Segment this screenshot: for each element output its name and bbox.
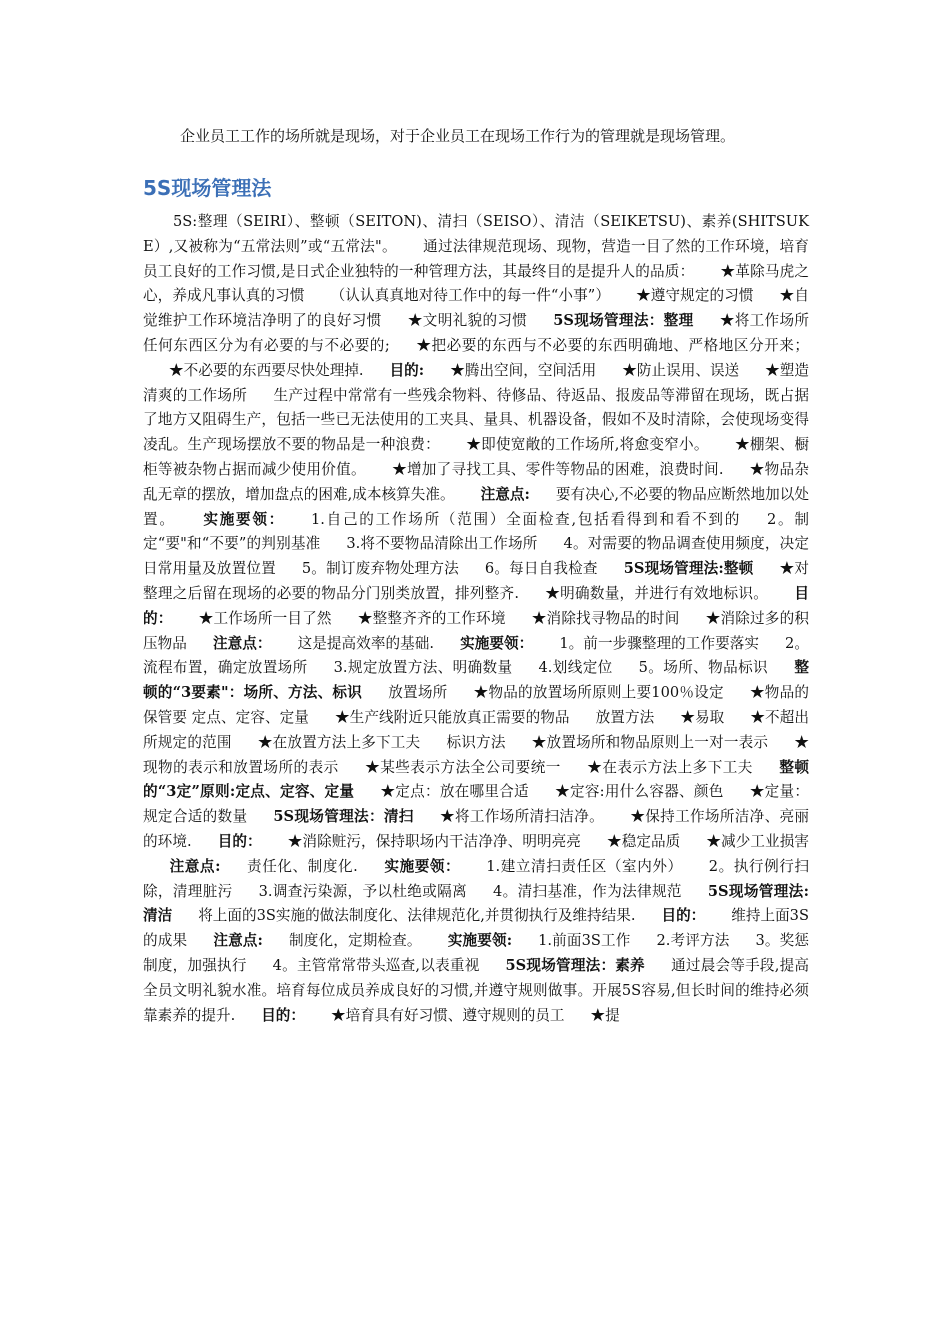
text-segment: ★明确数量，并进行有效地标识。 <box>545 584 769 602</box>
text-segment: ★对整理之后留在现场的必要的物品分门别类放置，排列整齐. <box>143 560 809 602</box>
text-segment: 要有决心,不必要的物品应断然地加以处置。 <box>143 485 809 528</box>
bold-label: 目的： <box>143 584 809 627</box>
text-segment: ★工作场所一目了然 <box>198 609 332 627</box>
text-segment: ★放置场所和物品原则上一对一表示 <box>531 733 769 751</box>
bold-label: 5S现场管理法:整顿 <box>623 560 754 578</box>
text-segment: 5S:整理（SEIRI）、整顿（SEITON)、清扫（SEISO）、清洁（SEIKETSU)、素养(SHITSUKE）,又被称为“五常法则”或“五常法"。 <box>143 213 809 255</box>
text-segment: 3.调查污染源，予以杜绝或隔离 <box>258 882 468 900</box>
text-segment: 通过法律规范现场、现物，营造一目了然的工作环境，培育员工良好的工作习惯,是日式企业独特的一种管理方法，其最终目的是提升人的品质： <box>143 237 809 280</box>
text-segment: 放置方法 <box>595 708 655 726</box>
text-segment: ★不超出所规定的范围 <box>143 708 809 751</box>
section-heading: 5S现场管理法 <box>143 176 272 200</box>
text-segment: 2.考评方法 <box>656 932 730 950</box>
text-segment: ★棚架、橱柜等被杂物占据而减少使用价值。 <box>143 436 809 478</box>
text-segment: ★某些表示方法全公司要统一 <box>364 758 561 776</box>
text-segment: 1.前面3S工作 <box>538 932 631 950</box>
text-segment: ★遵守规定的习惯 <box>636 287 754 305</box>
text-segment: ★革除马虎之心，养成凡事认真的习惯 <box>143 262 809 305</box>
text-segment: 生产过程中常常有一些残余物料、待修品、待返品、报废品等滞留在现场，既占据了地方又阻碍生产，包括一些已无法使用的工夹具、量具、机器设备，假如不及时清除，会使现场变得凌乱。生产现场摆放不要的物品是一种浪费： <box>143 386 809 454</box>
text-segment: 4。主管常常带头巡查,以表重视 <box>272 956 480 974</box>
text-segment: ★定量：规定合适的数量 <box>143 783 809 826</box>
text-segment: ★物品的放置场所原则上要100％设定 <box>473 684 724 702</box>
bold-label: 目的： <box>261 1006 305 1024</box>
bold-label: 整顿的“3定”原则:定点、定容、定量 <box>143 758 809 801</box>
bold-label: 注意点： <box>212 634 272 652</box>
text-segment: 4.划线定位 <box>538 659 613 677</box>
text-segment: ★减少工业损害 <box>706 832 809 850</box>
text-segment: ★防止误用、误送 <box>622 361 740 379</box>
text-segment: 维持上面3S的成果 <box>143 907 809 950</box>
text-segment: 1。前一步骤整理的工作要落实 <box>559 634 760 652</box>
text-segment: 2。制定“要"和“不要”的判别基准 <box>143 510 809 553</box>
text-segment: ★提 <box>590 1006 620 1024</box>
text-segment: 5。场所、物品标识 <box>638 659 768 677</box>
text-segment: 1.建立清扫责任区（室内外） <box>486 857 683 875</box>
text-segment: 这是提高效率的基础. <box>297 634 435 652</box>
body-paragraph <box>143 210 809 1028</box>
text-segment: 6。每日自我检查 <box>484 560 598 578</box>
text-segment: 制度化，定期检查。 <box>288 932 422 950</box>
text-segment: 责任化、制度化. <box>246 857 358 875</box>
text-segment: ★易取 <box>680 708 725 726</box>
text-segment: 3。奖惩制度，加强执行 <box>143 932 809 974</box>
text-segment: 通过晨会等手段,提高全员文明礼貌水准。培育每位成员养成良好的习惯,并遵守规则做事。开展5S容易,但长时间的维持必须靠素养的提升. <box>143 956 809 1024</box>
bold-label: 5S现场管理法：清扫 <box>273 808 414 826</box>
text-segment: ★不必要的东西要尽快处理掉. <box>169 361 364 379</box>
bold-label: 实施要领： <box>201 510 285 528</box>
text-segment: ★物品杂乱无章的摆放，增加盘点的困难,成本核算失准。 <box>143 460 809 503</box>
text-segment: ★将工作场所任何东西区分为有必要的与不必要的; <box>143 312 809 354</box>
bold-label: 注意点: <box>213 932 263 950</box>
text-segment: （认认真真地对待工作中的每一件“小事”） <box>330 287 611 305</box>
bold-label: 5S现场管理法：整理 <box>553 312 694 330</box>
text-segment: ★定容:用什么容器、颜色 <box>554 783 724 801</box>
text-segment: ★消除过多的积压物品 <box>143 609 809 652</box>
bold-label: 注意点: <box>480 485 530 503</box>
text-segment: 1.自己的工作场所（范围）全面检查,包括看得到和看不到的 <box>311 510 742 528</box>
text-segment: ★现物的表示和放置场所的表示 <box>143 733 809 776</box>
bold-label: 目的: <box>389 361 425 379</box>
bold-label: 整顿的“3要素"：场所、方法、标识 <box>143 659 809 702</box>
text-segment: 2。执行例行扫除，清理脏污 <box>143 857 809 900</box>
text-segment: ★生产线附近只能放真正需要的物品 <box>334 708 570 726</box>
text-segment: 4。清扫基准，作为法律规范 <box>493 882 682 900</box>
text-segment: 标识方法 <box>446 733 506 751</box>
text-segment: ★保持工作场所洁净、亮丽的环境. <box>143 808 809 850</box>
bold-label: 注意点: <box>169 857 221 875</box>
text-segment: 4。对需要的物品调查使用频度，决定日常用量及放置位置 <box>143 535 809 578</box>
bold-label: 5S现场管理法:清洁 <box>143 882 809 925</box>
text-segment: ★物品的保管要 定点、定容、定量 <box>143 684 809 726</box>
bold-label: 实施要领: <box>447 932 513 950</box>
text-segment: 3.将不要物品清除出工作场所 <box>346 535 538 553</box>
text-segment: 将上面的3S实施的做法制度化、法律规范化,并贯彻执行及维持结果. <box>198 907 636 925</box>
bold-label: 实施要领： <box>460 634 534 652</box>
text-segment: ★增加了寻找工具、零件等物品的困难，浪费时间. <box>391 460 724 478</box>
text-segment: 放置场所 <box>388 684 448 702</box>
text-segment: 2。流程布置，确定放置场所 <box>143 634 809 677</box>
text-segment: ★自觉维护工作环境洁净明了的良好习惯 <box>143 287 809 330</box>
text-segment: ★稳定品质 <box>606 832 681 850</box>
text-segment: 5。制订废弃物处理方法 <box>301 560 459 578</box>
text-segment: ★在放置方法上多下工夫 <box>257 733 421 751</box>
text-segment: ★即使宽敞的工作场所,将愈变窄小。 <box>466 436 709 454</box>
text-segment: ★将工作场所清扫洁净。 <box>439 808 605 826</box>
bold-label: 5S现场管理法：素养 <box>505 956 645 974</box>
text-segment: ★腾出空间，空间活用 <box>450 361 597 379</box>
intro-paragraph: 企业员工工作的场所就是现场，对于企业员工在现场工作行为的管理就是现场管理。 <box>180 127 736 145</box>
text-segment: ★塑造清爽的工作场所 <box>143 361 809 404</box>
bold-label: 目的： <box>217 832 262 850</box>
text-segment: ★在表示方法上多下工夫 <box>586 758 753 776</box>
text-segment: ★消除找寻物品的时间 <box>531 609 680 627</box>
text-segment: ★消除赃污，保持职场内干洁净净、明明亮亮 <box>287 832 581 850</box>
text-segment: ★把必要的东西与不必要的东西明确地、严格地区分开来； <box>415 336 809 354</box>
bold-label: 实施要领： <box>383 857 461 875</box>
text-segment: 3.规定放置方法、明确数量 <box>333 659 513 677</box>
text-segment: ★整整齐齐的工作环境 <box>357 609 506 627</box>
text-segment: ★定点：放在哪里合适 <box>380 783 529 801</box>
text-segment: ★文明礼貌的习惯 <box>407 312 528 330</box>
text-segment: ★培育具有好习惯、遵守规则的员工 <box>331 1006 565 1024</box>
bold-label: 目的： <box>661 907 706 925</box>
